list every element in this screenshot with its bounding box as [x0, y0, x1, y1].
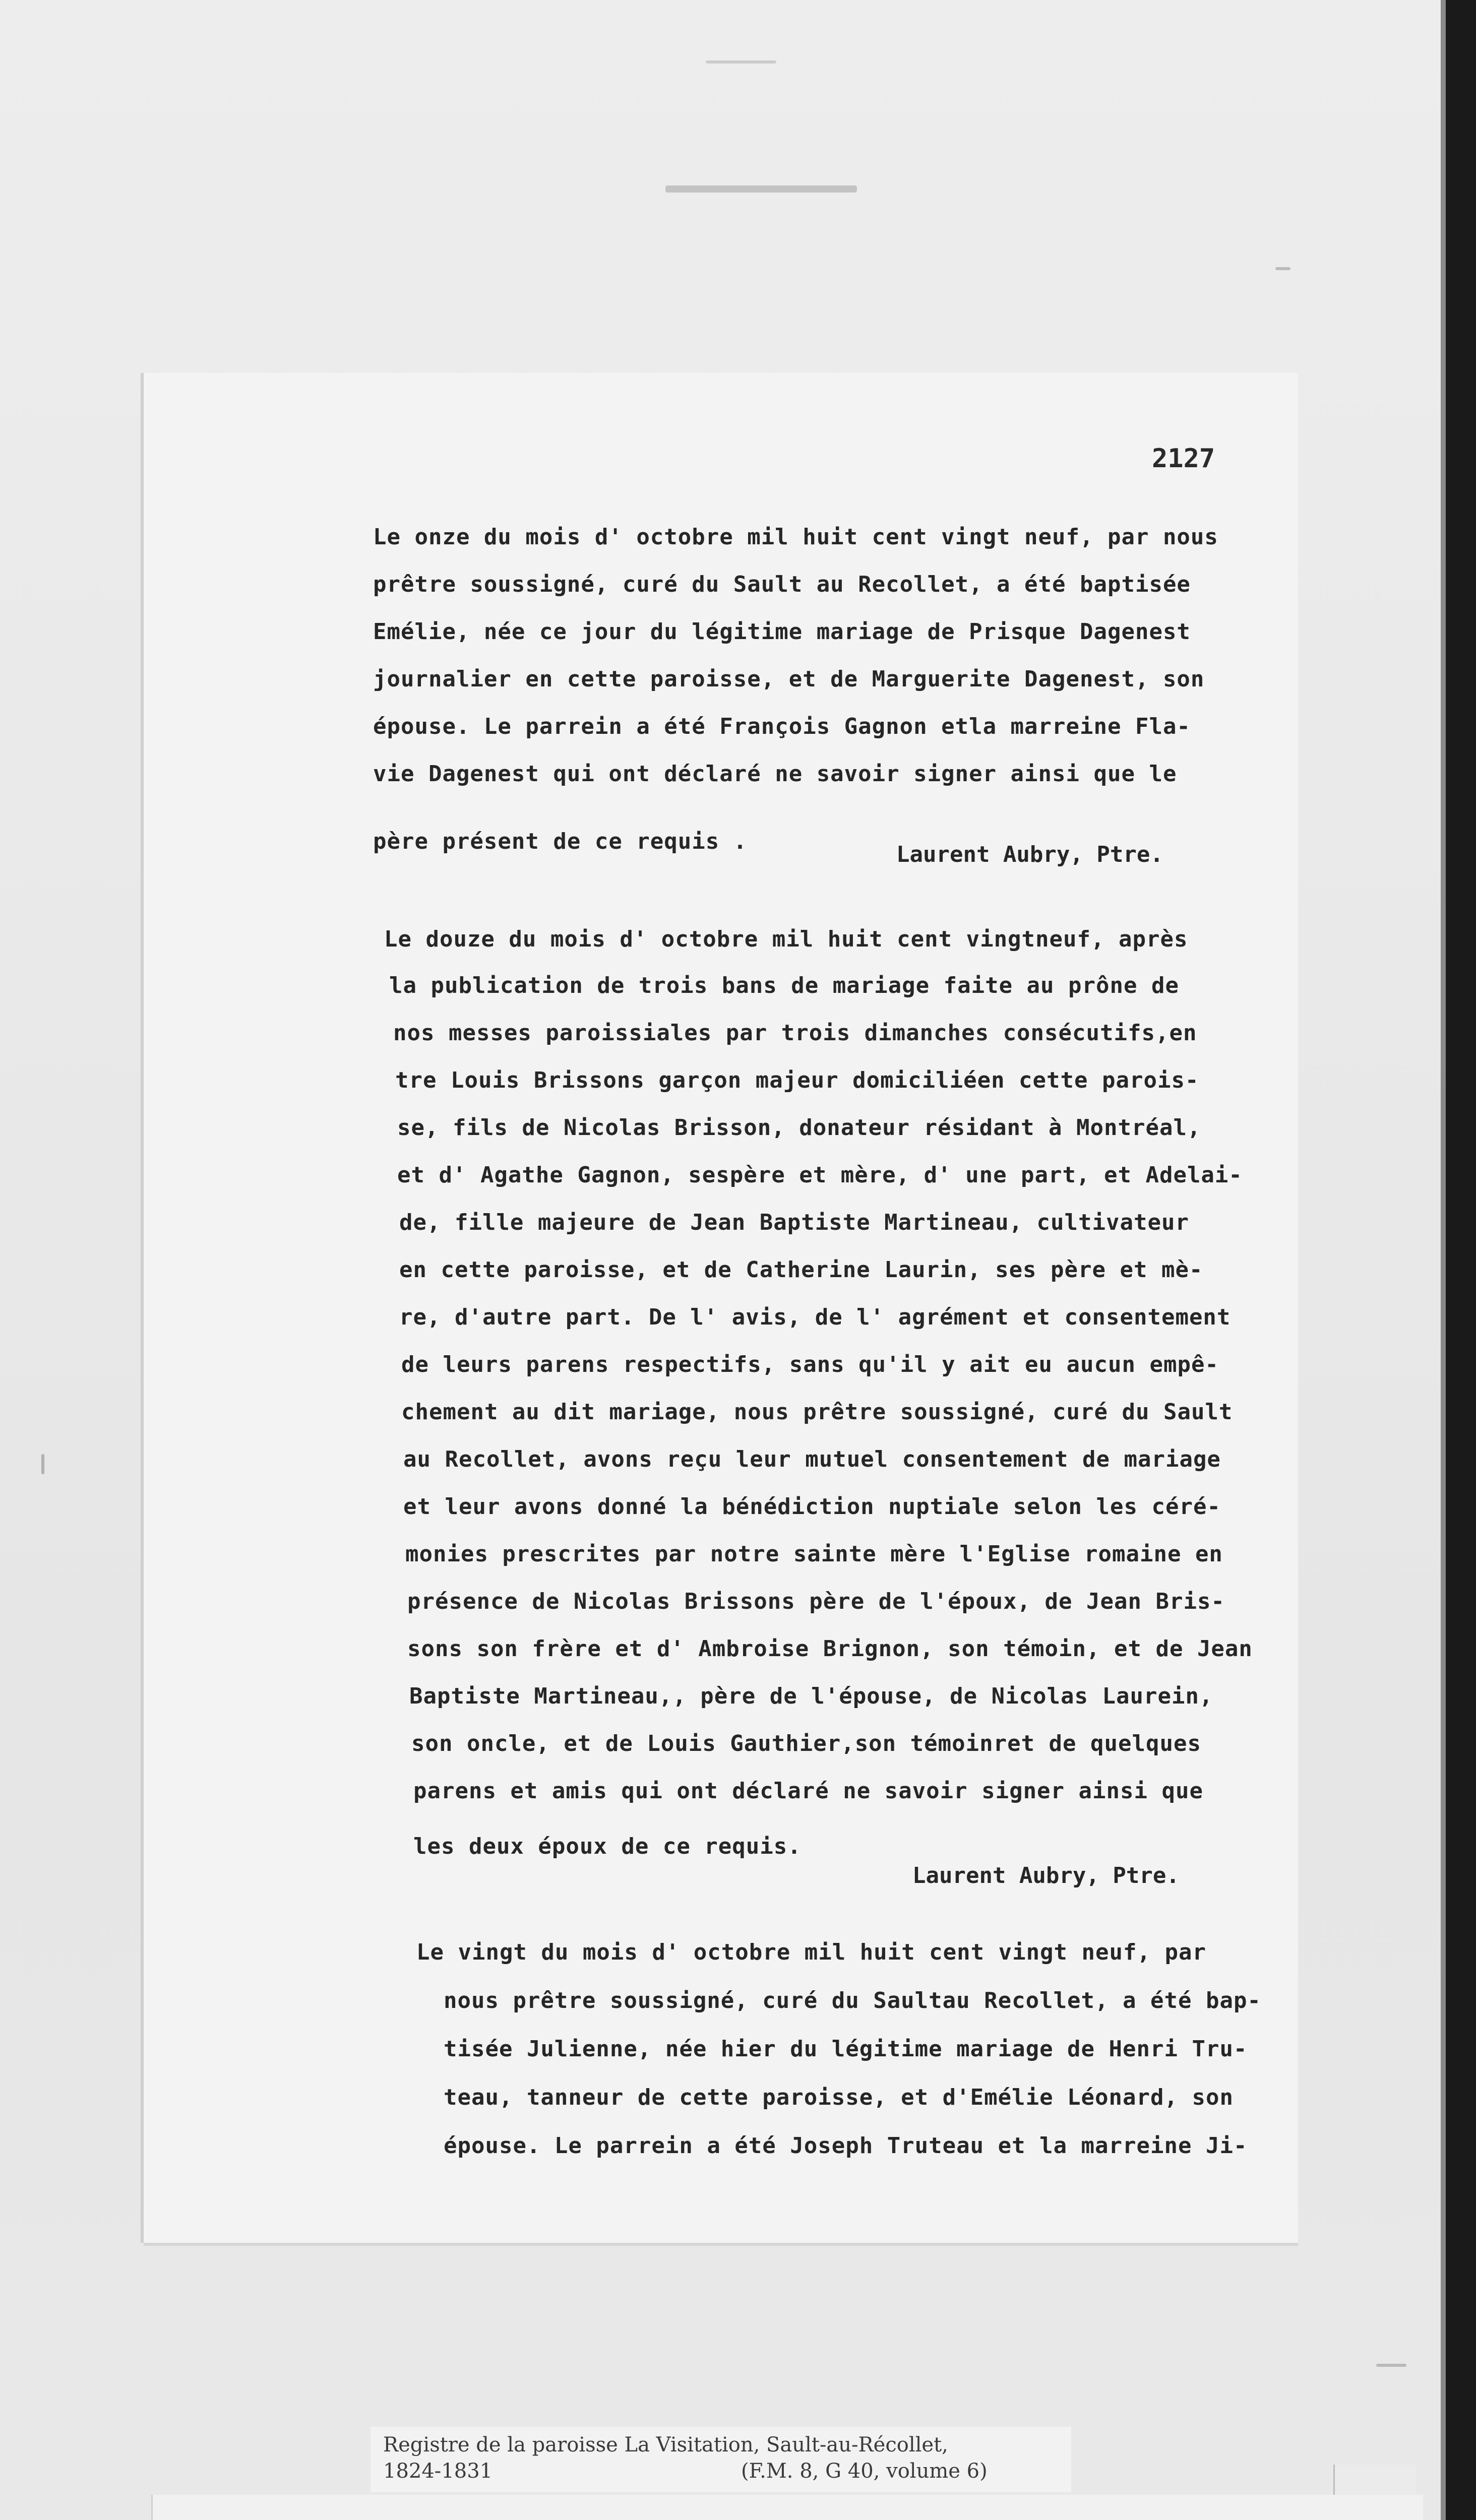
- caption-years: 1824-1831: [383, 2460, 493, 2483]
- scan-speck: [665, 185, 857, 193]
- entry-line: tisée Julienne, née hier du légitime mariage de Henri Tru-: [444, 2036, 1248, 2062]
- entry-line: teau, tanneur de cette paroisse, et d'Emélie Léonard, son: [444, 2085, 1234, 2110]
- entry-line: Le vingt du mois d' octobre mil huit cent vingt neuf, par: [416, 1939, 1206, 1965]
- entry-line: monies prescrites par notre sainte mère l'Eglise romaine en: [405, 1541, 1223, 1567]
- entry-line: en cette paroisse, et de Catherine Laurin, ses père et mè-: [399, 1257, 1203, 1283]
- entry-line: se, fils de Nicolas Brisson, donateur résidant à Montréal,: [397, 1115, 1201, 1141]
- entry-line: Baptiste Martineau,, père de l'épouse, de Nicolas Laurein,: [409, 1683, 1213, 1709]
- entry-line: Le douze du mois d' octobre mil huit cent vingtneuf, après: [384, 926, 1188, 952]
- entry-line: présence de Nicolas Brissons père de l'époux, de Jean Bris-: [407, 1589, 1225, 1614]
- entry-line: sons son frère et d' Ambroise Brignon, son témoin, et de Jean: [407, 1636, 1253, 1662]
- entry-line: épouse. Le parrein a été Joseph Truteau et la marreine Ji-: [444, 2133, 1248, 2159]
- entry-line: son oncle, et de Louis Gauthier,son témoinret de quelques: [411, 1731, 1201, 1756]
- entry-line: les deux époux de ce requis.: [413, 1834, 802, 1859]
- entry-line: nous prêtre soussigné, curé du Saultau Recollet, a été bap-: [444, 1988, 1261, 2013]
- entry-line: au Recollet, avons reçu leur mutuel consentement de mariage: [403, 1446, 1221, 1472]
- caption-reference: (F.M. 8, G 40, volume 6): [741, 2460, 988, 2483]
- film-edge-inner: [1441, 0, 1446, 2520]
- entry-line: épouse. Le parrein a été François Gagnon etla marreine Fla-: [373, 714, 1191, 739]
- page-number: 2127: [1152, 444, 1215, 474]
- entry-line: parens et amis qui ont déclaré ne savoir signer ainsi que: [413, 1778, 1203, 1804]
- caption-title: Registre de la paroisse La Visitation, Sault-au-Récollet,: [383, 2433, 948, 2456]
- entry-line: prêtre soussigné, curé du Sault au Recollet, a été baptisée: [373, 572, 1191, 597]
- entry-signature: Laurent Aubry, Ptre.: [896, 842, 1163, 867]
- scan-speck: [41, 1454, 44, 1474]
- entry-line: journalier en cette paroisse, et de Marguerite Dagenest, son: [373, 666, 1205, 692]
- entry-line: re, d'autre part. De l' avis, de l' agrément et consentement: [399, 1304, 1231, 1330]
- film-edge: [1446, 0, 1476, 2520]
- entry-line: de leurs parens respectifs, sans qu'il y ait eu aucun empê-: [401, 1352, 1219, 1377]
- entry-line: Emélie, née ce jour du légitime mariage de Prisque Dagenest: [373, 619, 1191, 645]
- entry-line: vie Dagenest qui ont déclaré ne savoir signer ainsi que le: [373, 761, 1177, 787]
- entry-line: tre Louis Brissons garçon majeur domiciliéen cette parois-: [395, 1067, 1199, 1093]
- entry-line: nos messes paroissiales par trois dimanches consécutifs,en: [393, 1020, 1197, 1046]
- archives-stamp: [151, 2495, 1423, 2520]
- entry-line: chement au dit mariage, nous prêtre soussigné, curé du Sault: [401, 1399, 1233, 1425]
- entry-line: père présent de ce requis .: [373, 829, 748, 854]
- scan-speck: [1275, 267, 1290, 270]
- entry-line: de, fille majeure de Jean Baptiste Martineau, cultivateur: [399, 1210, 1189, 1235]
- entry-line: la publication de trois bans de mariage faite au prône de: [389, 973, 1179, 998]
- entry-signature: Laurent Aubry, Ptre.: [912, 1863, 1180, 1888]
- scan-speck: [1376, 2364, 1406, 2367]
- scan-speck: [706, 60, 776, 64]
- entry-line: Le onze du mois d' octobre mil huit cent vingt neuf, par nous: [373, 524, 1218, 550]
- entry-line: et d' Agathe Gagnon, sespère et mère, d' une part, et Adelai-: [397, 1162, 1243, 1188]
- entry-line: et leur avons donné la bénédiction nuptiale selon les céré-: [403, 1494, 1221, 1520]
